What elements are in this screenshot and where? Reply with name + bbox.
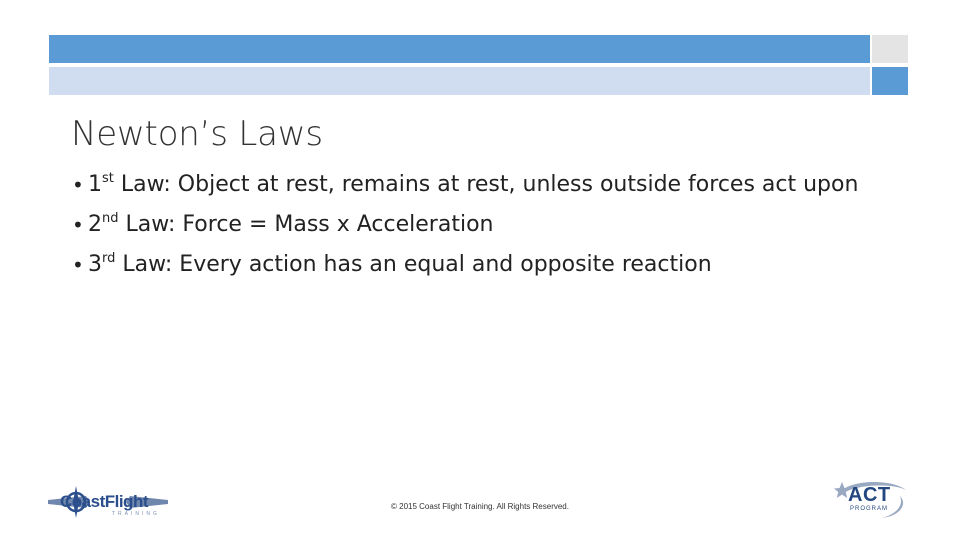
slide-title: Newton’s Laws	[71, 114, 323, 154]
law-ordinal: st	[102, 170, 114, 186]
header-bar-top-end	[872, 35, 908, 63]
header-bar-bottom-end	[872, 67, 908, 95]
coastflight-logo	[46, 482, 170, 522]
law-ordinal: nd	[102, 210, 119, 226]
bullet-item	[72, 165, 912, 205]
logo-program-text: PROGRAM	[850, 506, 889, 512]
law-number: 3	[88, 252, 102, 277]
bullet-dot: •	[72, 253, 84, 277]
bullet-item	[72, 245, 912, 285]
bullet-list	[72, 165, 912, 285]
logo-wordmark: CoastFlight	[60, 492, 148, 511]
law-text: Law: Every action has an equal and opposite reaction	[115, 252, 712, 277]
logo-subtext: TRAINING	[112, 511, 160, 517]
act-program-logo	[830, 478, 910, 520]
bullet-item	[72, 205, 912, 245]
law-number: 2	[88, 212, 102, 237]
copyright-footer: © 2015 Coast Flight Training. All Rights Reserved.	[391, 502, 569, 511]
bullet-dot: •	[72, 173, 84, 197]
law-number: 1	[88, 172, 102, 197]
law-ordinal: rd	[102, 250, 116, 266]
header-bar-bottom	[49, 67, 870, 95]
header-bar-top	[49, 35, 870, 63]
law-text: Law: Force = Mass x Acceleration	[118, 212, 494, 237]
law-text: Law: Object at rest, remains at rest, unless outside forces act upon	[113, 172, 859, 197]
bullet-dot: •	[72, 213, 84, 237]
logo-act-text: ACT	[848, 484, 891, 506]
